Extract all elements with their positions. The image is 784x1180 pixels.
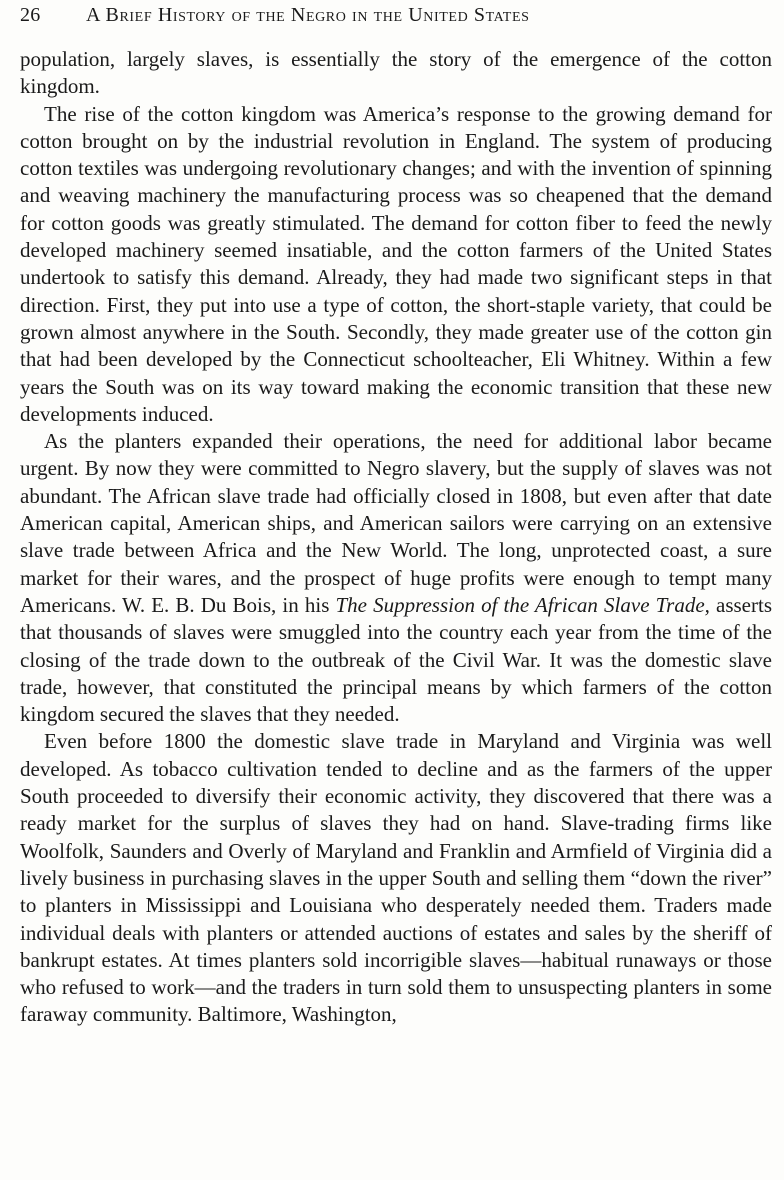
paragraph-4-text: Even before 1800 the domestic slave trade in Maryland and Virginia was well developed. As tobacco cultivation tended to decline and as the farmers of the upper South proceeded to diversify their economic activity, they discovered that there was a ready market for the surplus of slaves they had on hand. Slave-trading firms like Woolfolk, Saunders and Overly of Maryland and Franklin and Armfield of Virginia did a lively business in purchasing slaves in the upper South and selling them “down the river” to planters in Mississippi and Louisiana who desperately needed them. Traders made individual deals with planters or attended auctions of estates and sales by the sheriff of bankrupt estates. At times planters sold incorrigible slaves—habitual runaways or those who refused to work—and the traders in turn sold them to unsuspecting planters in some faraway community. Baltimore, Washington, xyxy=(20,729,772,1027)
paragraph-1-text: population, largely slaves, is essentially the story of the emergence of the cotton kingdom. xyxy=(20,47,772,99)
paragraph-4 xyxy=(20,728,772,1028)
body-text xyxy=(20,46,772,1029)
book-title-italic: The Suppression of the African Slave Trade, xyxy=(335,592,710,617)
book-page xyxy=(20,0,772,1029)
paragraph-2-text: The rise of the cotton kingdom was America’s response to the growing demand for cotton brought on by the industrial revolution in England. The system of producing cotton textiles was undergoing revolutionary changes; and with the invention of spinning and weaving machinery the manufacturing process was so cheapened that the demand for cotton goods was greatly stimulated. The demand for cotton fiber to feed the newly developed machinery seemed insatiable, and the cotton farmers of the United States undertook to satisfy this demand. Already, they had made two significant steps in that direction. First, they put into use a type of cotton, the short-staple variety, that could be grown almost anywhere in the South. Secondly, they made greater use of the cotton gin that had been developed by the Connecticut schoolteacher, Eli Whitney. Within a few years the South was on its way toward making the economic transition that these new developments induced. xyxy=(20,101,772,426)
paragraph-2 xyxy=(20,101,772,429)
paragraph-3-text-b: asserts that thousands of slaves were smuggled into the country each year from the time of the closing of the trade down to the outbreak of the Civil War. It was the domestic slave trade, however, that constituted the principal means by which farmers of the cotton kingdom secured the slaves that they needed. xyxy=(20,592,772,727)
running-head xyxy=(20,4,772,34)
running-head-title: A Brief History of the Negro in the United States xyxy=(86,4,530,26)
paragraph-1 xyxy=(20,46,772,101)
paragraph-3-text-a: As the planters expanded their operations, the need for additional labor became urgent. By now they were committed to Negro slavery, but the supply of slaves was not abundant. The African slave trade had officially closed in 1808, but even after that date American capital, American ships, and American sailors were carrying on an extensive slave trade between Africa and the New World. The long, unprotected coast, a sure market for their wares, and the prospect of huge profits were enough to tempt many Americans. W. E. B. Du Bois, in his xyxy=(20,429,772,617)
page-number: 26 xyxy=(20,4,41,26)
paragraph-3 xyxy=(20,428,772,728)
